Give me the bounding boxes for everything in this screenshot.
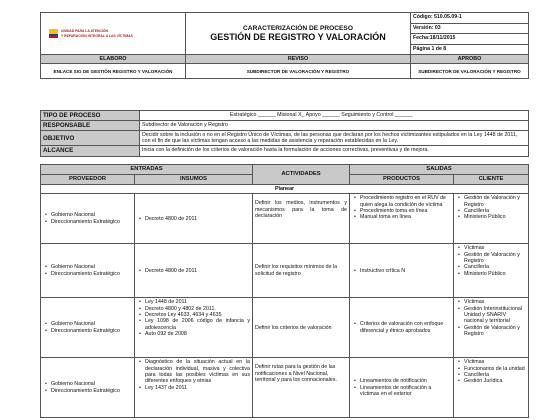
list-item: • Direccionamiento Estratégico — [51, 388, 132, 394]
reviso-value: SUBDIRECTOR DE VALORACIÓN Y REGISTRO — [186, 64, 411, 79]
list-item: • Criterios de valoración con enfoque diferencial y étnico aprobados — [360, 321, 451, 334]
list-item: • Gobierno Nacional — [51, 264, 132, 270]
list-item: • Decreto 4800 y 4802 de 2011. — [145, 306, 250, 312]
entradas-header: ENTRADAS — [41, 165, 253, 175]
list-item: • Ministerio Público — [464, 214, 526, 220]
list-item: • Decreto 4800 de 2011 — [145, 268, 250, 274]
list-item: • Lineamientos de notificación — [360, 378, 451, 384]
alcance-value: Inicia con la definición de los criterios de valoración hasta la formulación de acciones correctivas, preventivas y de mejora. — [140, 146, 529, 156]
list-item: • Ley 1448 de 2011 — [145, 299, 250, 305]
fecha: Fecha:18/11/2015 — [411, 34, 529, 45]
productos-cell — [350, 194, 454, 244]
list-item: • Gobierno Nacional — [51, 212, 132, 218]
version: Versión: 03 — [411, 23, 529, 34]
list-item: • Procedimiento toma en línea — [360, 208, 451, 214]
aprobo-label: APROBO — [411, 55, 529, 64]
codigo: Código: 510.05.09-1 — [411, 13, 529, 24]
list-item: • Decretos Ley 4633, 4634 y 4635 — [145, 312, 250, 318]
list-item: • Ministerio Público — [464, 271, 526, 277]
proveedor-cell — [41, 298, 135, 358]
elaboro-label: ELABORO — [41, 55, 186, 64]
list-item: • Instructivo crítica N — [360, 268, 451, 274]
list-item: • Decreto 4800 de 2011 — [145, 216, 250, 222]
insumos-cell — [135, 358, 253, 418]
alcance-label: ALCANCE — [41, 146, 140, 156]
list-item: • Direccionamiento Estratégico — [51, 328, 132, 334]
list-item: • Gobierno Nacional — [51, 321, 132, 327]
insumos-header: INSUMOS — [135, 174, 253, 184]
list-item: • Ley 1098 de 2006 código de infancia y adolescencia — [145, 318, 250, 331]
list-item: • Víctimas — [464, 245, 526, 251]
phase-planear: Planear — [41, 184, 529, 193]
tipo-proceso-label: TIPO DE PROCESO — [41, 111, 140, 121]
list-item: • Manual toma en línea — [360, 214, 451, 220]
responsable-value: Subdirector de Valoración y Registro — [140, 121, 529, 131]
list-item: • Cancillería — [464, 372, 526, 378]
objetivo-value: Decidir sobre la inclusión o no en el Registro Único de Víctimas, de las personas que declaran por los hechos victimizantes estipulados en la Ley 1448 de 2011, con el fin de que las víctimas tengan acceso a las medidas de asistencia y reparación establecidas en la Ley. — [140, 131, 529, 146]
list-item: • Gestión de Valoración y Registro — [464, 325, 526, 338]
colombia-flag-icon — [49, 29, 58, 38]
cliente-cell — [454, 298, 529, 358]
logo-cell — [41, 13, 186, 55]
productos-cell — [350, 358, 454, 418]
productos-cell — [350, 244, 454, 298]
actividad-cell: Definir los requisitos mínimos de la solicitud de registro — [253, 244, 350, 298]
list-item: • Procedimiento registro en el RUV de quien alega la condición de víctima — [360, 195, 451, 208]
list-item: • Auto 092 de 2008 — [145, 331, 250, 337]
list-item: • Direccionamiento Estratégico — [51, 271, 132, 277]
cliente-cell — [454, 244, 529, 298]
proveedor-cell — [41, 358, 135, 418]
title-line-1: CARACTERIZACIÓN DE PROCESO — [243, 25, 353, 32]
productos-cell — [350, 298, 454, 358]
salidas-header: SALIDAS — [350, 165, 529, 175]
table-row — [41, 244, 529, 298]
responsable-label: RESPONSABLE — [41, 121, 140, 131]
list-item: • Ley 1437 de 2011 — [145, 385, 250, 391]
pagina: Página 1 de 8 — [411, 44, 529, 55]
unidad-victimas-logo — [43, 29, 183, 38]
document-title — [186, 13, 411, 55]
list-item: • Gobierno Nacional — [51, 381, 132, 387]
logo-line-2: Y REPARACIÓN INTEGRAL A LAS VÍCTIMAS — [61, 33, 133, 38]
title-line-2: GESTIÓN DE REGISTRO Y VALORACIÓN — [210, 32, 386, 42]
list-item: • Víctimas — [464, 359, 526, 365]
aprobo-value: SUBDIRECTOR DE VALORACIÓN Y REGISTRO — [411, 64, 529, 79]
document-header — [40, 12, 529, 79]
proveedor-cell — [41, 194, 135, 244]
actividades-header: ACTIVIDADES — [253, 165, 350, 185]
insumos-cell — [135, 194, 253, 244]
cliente-header: CLIENTE — [454, 174, 529, 184]
tipo-proceso-value: Estratégico ______ Misional X_ Apoyo ______ Seguimiento y Control ______ — [140, 111, 529, 121]
table-row — [41, 358, 529, 418]
insumos-cell — [135, 298, 253, 358]
table-row — [41, 194, 529, 244]
list-item: • Funcionarios de la unidad — [464, 366, 526, 372]
process-info-table — [40, 110, 529, 157]
list-item: • Gestión de Valoración y Registro — [464, 252, 526, 265]
actividad-cell: Definir los medios, instrumentos y mecanismos para la toma de declaración — [253, 194, 350, 244]
proveedor-header: PROVEEDOR — [41, 174, 135, 184]
list-item: • Cancillería — [464, 264, 526, 270]
elaboro-value: ENLACE SIG DE GESTIÓN REGISTRO Y VALORACIÓN — [41, 64, 186, 79]
process-table — [40, 164, 529, 418]
objetivo-label: OBJETIVO — [41, 131, 140, 146]
list-item: • Gestión Interinstitucional Unidad y SNARIV nacional y territorial — [464, 306, 526, 325]
insumos-cell — [135, 244, 253, 298]
list-item: • Direccionamiento Estratégico — [51, 219, 132, 225]
table-row — [41, 298, 529, 358]
reviso-label: REVISO — [186, 55, 411, 64]
logo-line-1: UNIDAD PARA LA ATENCIÓN — [61, 29, 108, 34]
actividad-cell: Definir rutas para la gestión de las notificaciones a Nivel Nacional, territorial y para los connacionales. — [253, 358, 350, 418]
list-item: • Gestión de Valoración y Registro — [464, 195, 526, 208]
list-item: • Cancillería — [464, 208, 526, 214]
proveedor-cell — [41, 244, 135, 298]
list-item: • Lineamientos de notificación a víctimas en el exterior — [360, 385, 451, 398]
list-item: • Víctimas — [464, 299, 526, 305]
actividad-cell: Definir los criterios de valoración — [253, 298, 350, 358]
list-item: • Diagnóstico de la situación actual en la declaración individual, masiva y colectiva para todas las posibles víctimas en sus diferentes enfoques y etnias — [145, 359, 250, 384]
cliente-cell — [454, 194, 529, 244]
productos-header: PRODUCTOS — [350, 174, 454, 184]
list-item: • Gestión Jurídica — [464, 378, 526, 384]
cliente-cell — [454, 358, 529, 418]
